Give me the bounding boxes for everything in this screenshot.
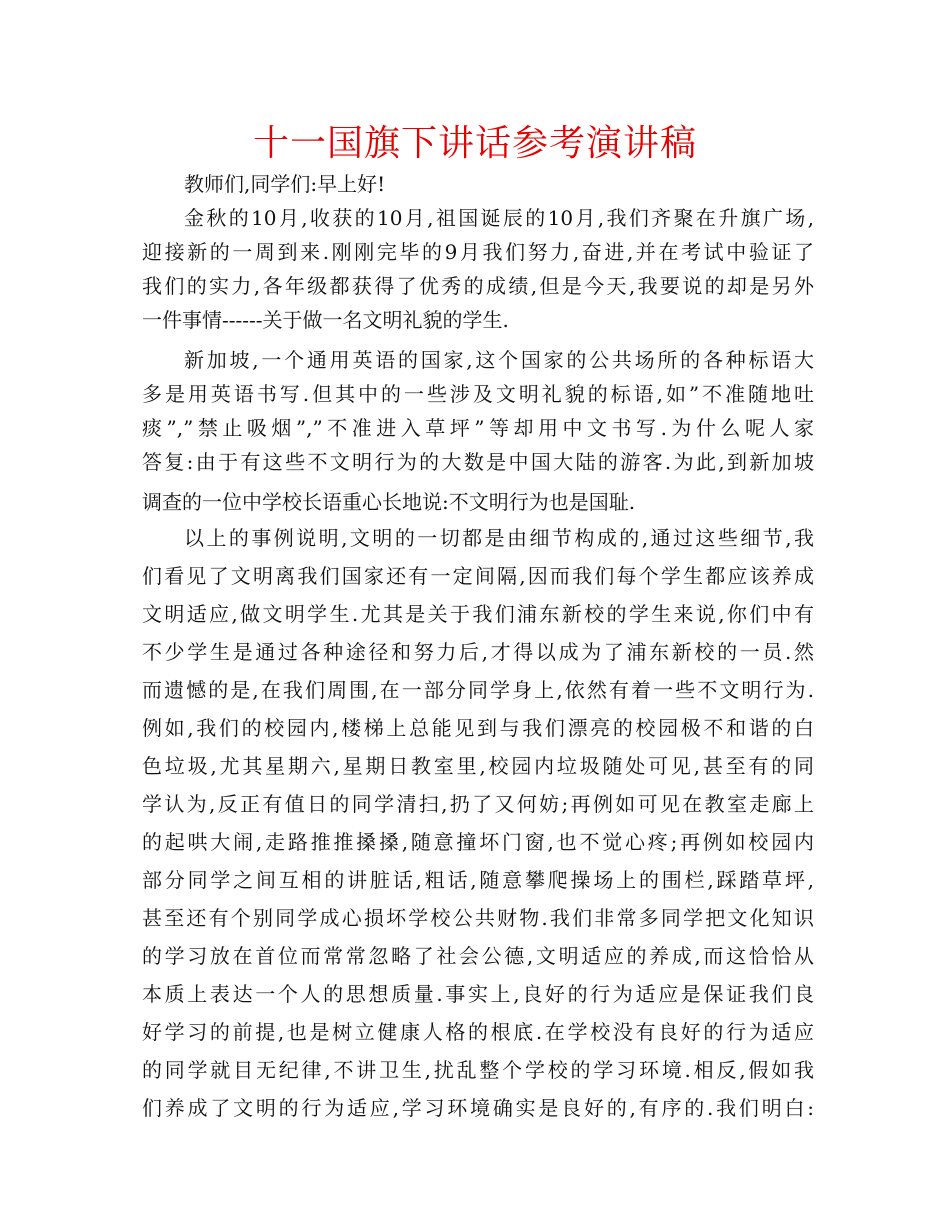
paragraph-line: 的学习放在首位而常常忽略了社会公德,文明适应的养成,而这恰恰从 — [142, 944, 814, 968]
paragraph-line: 我们的实力,各年级都获得了优秀的成绩,但是今天,我要说的却是另外 — [142, 274, 814, 298]
paragraph-line: 迎接新的一周到来.刚刚完毕的9月我们努力,奋进,并在考试中验证了 — [142, 240, 814, 264]
paragraph-line: 部分同学之间互相的讲脏话,粗话,随意攀爬操场上的围栏,踩踏草坪, — [142, 868, 814, 892]
paragraph-line: 本质上表达一个人的思想质量.事实上,良好的行为适应是保证我们良 — [142, 982, 814, 1006]
paragraph-line: 新加坡,一个通用英语的国家,这个国家的公共场所的各种标语大 — [184, 348, 814, 372]
paragraph-line: 金秋的10月,收获的10月,祖国诞辰的10月,我们齐聚在升旗广场, — [184, 206, 814, 230]
paragraph-line: 例如,我们的校园内,楼梯上总能见到与我们漂亮的校园极不和谐的白 — [142, 716, 814, 740]
paragraph-line: 们养成了文明的行为适应,学习环境确实是良好的,有序的.我们明白: — [142, 1096, 814, 1120]
greeting-line: 教师们,同学们:早上好! — [184, 172, 386, 196]
paragraph-line: 们看见了文明离我们国家还有一定间隔,因而我们每个学生都应该养成 — [142, 564, 814, 588]
paragraph-line: 的同学就目无纪律,不讲卫生,扰乱整个学校的学习环境.相反,假如我 — [142, 1058, 814, 1082]
document-title: 十一国旗下讲话参考演讲稿 — [252, 123, 697, 164]
paragraph-line: 不少学生是通过各种途径和努力后,才得以成为了浦东新校的一员.然 — [142, 640, 814, 664]
paragraph-line: 好学习的前提,也是树立健康人格的根底.在学校没有良好的行为适应 — [142, 1020, 814, 1044]
paragraph-line: 而遗憾的是,在我们周围,在一部分同学身上,依然有着一些不文明行为. — [142, 678, 814, 702]
paragraph-line: 色垃圾,尤其星期六,星期日教室里,校园内垃圾随处可见,甚至有的同 — [142, 754, 814, 778]
paragraph-line: 一件事情------关于做一名文明礼貌的学生. — [142, 308, 509, 332]
paragraph-line: 答复:由于有这些不文明行为的大数是中国大陆的游客.为此,到新加坡 — [142, 450, 814, 474]
paragraph-line: 文明适应,做文明学生.尤其是关于我们浦东新校的学生来说,你们中有 — [142, 602, 814, 626]
paragraph-line: 多是用英语书写.但其中的一些涉及文明礼貌的标语,如”不准随地吐 — [142, 382, 814, 406]
paragraph-line: 调查的一位中学校长语重心长地说:不文明行为也是国耻. — [142, 490, 636, 514]
paragraph-line: 的起哄大闹,走路推推搡搡,随意撞坏门窗,也不觉心疼;再例如校园内 — [142, 830, 814, 854]
paragraph-line: 以上的事例说明,文明的一切都是由细节构成的,通过这些细节,我 — [184, 526, 814, 550]
paragraph-line: 痰”,”禁止吸烟”,”不准进入草坪”等却用中文书写.为什么呢人家 — [142, 416, 814, 440]
paragraph-line: 甚至还有个别同学成心损坏学校公共财物.我们非常多同学把文化知识 — [142, 906, 814, 930]
paragraph-line: 学认为,反正有值日的同学清扫,扔了又何妨;再例如可见在教室走廊上 — [142, 792, 814, 816]
